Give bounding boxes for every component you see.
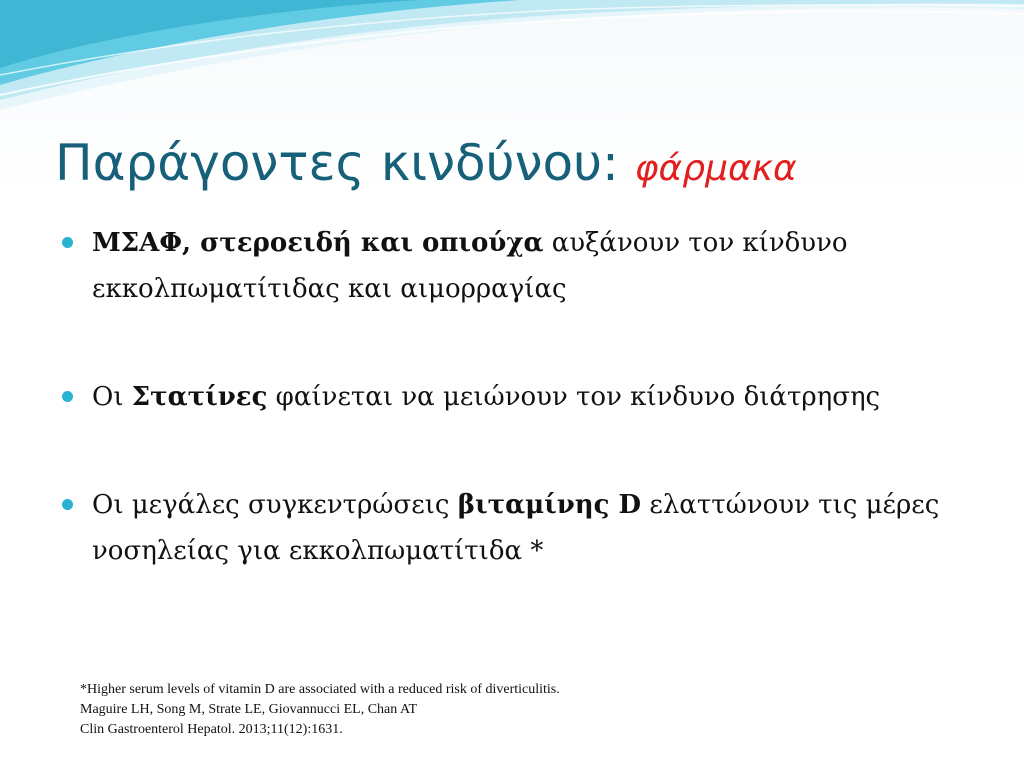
footnote-authors: Maguire LH, Song M, Strate LE, Giovannucci EL, Chan AT (80, 702, 418, 717)
title-accent: φάρμακα (634, 148, 797, 189)
bullet-prefix: Οι (92, 382, 132, 412)
slide-title (55, 128, 797, 204)
bullet-bold: Στατίνες (131, 382, 268, 412)
footnote-journal: Clin Gastroenterol Hepatol. 2013;11(12):1631. (80, 722, 343, 737)
bullet-text: αυξάνουν τον κίνδυνο εκκολπωματίτιδας και αιμορραγίας (92, 228, 848, 304)
bullet-item-nsaids (62, 220, 992, 312)
header-wave-decoration (0, 0, 1024, 120)
footnote-line: *Higher serum levels of vitamin D are associated with a reduced risk of diverticulitis. (80, 682, 560, 697)
bullet-text: φαίνεται να μειώνουν τον κίνδυνο διάτρησης (267, 382, 881, 412)
bullet-dot-icon (62, 499, 73, 510)
bullet-dot-icon (62, 237, 73, 248)
bullet-item-statins (62, 374, 992, 420)
bullet-bold: βιταμίνης D (457, 490, 642, 520)
bullet-list (62, 220, 992, 574)
bullet-bold: ΜΣΑΦ, στεροειδή και οπιούχα (92, 228, 544, 258)
bullet-prefix: Οι μεγάλες συγκεντρώσεις (92, 490, 458, 520)
bullet-text: ελαττώνουν τις μέρες νοσηλείας για εκκολπωματίτιδα * (92, 490, 940, 566)
bullet-dot-icon (62, 391, 73, 402)
bullet-item-vitamin-d (62, 482, 992, 574)
footnote-reference (80, 680, 560, 740)
title-main: Παράγοντες κινδύνου: (55, 134, 635, 192)
